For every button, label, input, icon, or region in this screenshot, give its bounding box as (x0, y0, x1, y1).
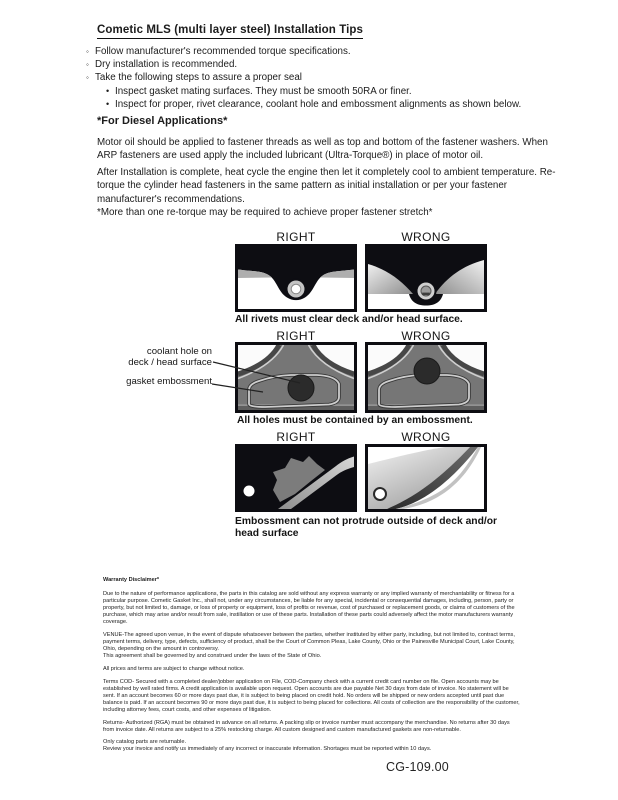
legal-paragraph: This agreement shall be governed by and construed under the laws of the State of Ohio. (103, 653, 322, 660)
diesel-paragraph: Motor oil should be applied to fastener threads as well as top and bottom of the fastener washers. When ARP fasteners are used apply the included lubricant (Ultra-Torque®) in place of motor oil. (97, 137, 548, 162)
row3-caption: Embossment can not protrude outside of deck and/or head surface (235, 516, 498, 539)
legal-paragraph: Terms COD- Secured with a completed dealer/jobber application on File, COD-Company check with a current credit card number on file. Open accounts may be established by well rated firms. A credit application is available upon request. Open accounts are due payable Net 30 days from date of invoice. No statement will be sent. If an account becomes 60 or more days past due, it is subject to being placed on credit hold. No orders will be shipped or new orders accepted until past due balance is paid. If an account becomes 90 or more days past due, it is subject to being placed for collections. All costs of collection are the responsibility of the customer, including attorney fees, court costs, and other expenses of litigation. (103, 678, 520, 713)
sub-bullet-marker-icon: • (106, 98, 110, 109)
rivet-wrong-diagram (365, 244, 487, 312)
row1-right-label: RIGHT (276, 230, 316, 244)
bullet-item (86, 58, 591, 71)
sub-bullet-item (86, 98, 591, 111)
diesel-section-heading: *For Diesel Applications* (97, 115, 228, 127)
bullet-marker-icon: ◦ (86, 47, 89, 56)
protrude-wrong-diagram (365, 444, 487, 512)
row2-right-label: RIGHT (276, 329, 316, 343)
row3-right-label: RIGHT (276, 430, 316, 444)
row3-wrong-label: WRONG (401, 430, 451, 444)
gasket-embossment-label: gasket embossment (126, 376, 212, 387)
diesel-paragraph: After Installation is complete, heat cycle the engine then let it completely cool to ambient temperature. Re-torque the cylinder head fasteners in the same pattern as initial installation or per your fastener manufacturer's recommendations. (97, 167, 556, 205)
diagram-protrude-right (235, 444, 357, 512)
warranty-heading: Warranty Disclaimer* (103, 577, 160, 583)
bullet-marker-icon: ◦ (86, 73, 89, 83)
sub-bullet-text: Inspect gasket mating surfaces. They must be smooth 50RA or finer. (115, 85, 412, 97)
holes-right-diagram (235, 342, 357, 413)
bullet-marker-icon: ◦ (86, 60, 89, 70)
legal-paragraph: Only catalog parts are returnable. (103, 739, 187, 746)
legal-paragraph: All prices and terms are subject to change without notice. (103, 665, 245, 672)
diagram-protrude-wrong (365, 444, 487, 512)
legal-paragraph: Review your invoice and notify us immediately of any incorrect or inaccurate information. Shortages must be reported within 10 days. (103, 746, 432, 753)
bullet-text: Take the following steps to assure a proper seal (95, 72, 302, 84)
bullet-item (86, 71, 591, 84)
diagram-rivets-wrong (365, 244, 487, 312)
retorque-note: *More than one re-torque may be required to achieve proper fastener stretch* (97, 207, 433, 218)
sub-bullet-text: Inspect for proper, rivet clearance, coolant hole and embossment alignments as shown below. (115, 98, 522, 110)
coolant-hole (288, 375, 314, 401)
row1-caption: All rivets must clear deck and/or head surface. (235, 314, 463, 325)
diagram-holes-wrong (365, 342, 487, 413)
row1-wrong-label: WRONG (401, 230, 451, 244)
rivet-center (291, 284, 301, 294)
legal-paragraph: Returns- Authorized (RGA) must be obtained in advance on all returns. A packing slip or invoice number must accompany the merchandise. No returns after 30 days from invoice date. All returns are subject to a 25% restocking charge. All custom designed and custom manufactured gaskets are non-returnable. (103, 719, 510, 733)
coolant-hole (414, 358, 440, 384)
page-title: Cometic MLS (multi layer steel) Installation Tips (97, 24, 363, 39)
bolt-hole (244, 486, 255, 497)
legal-paragraph: Due to the nature of performance applications, the parts in this catalog are sold without any express warranty or any implied warranty of merchantability or fitness for a particular purpose. Cometic Gasket Inc., shall not, under any circumstances, be liable for any special, incidental or consequential damages, including, person, party or property, but not limited to, damage, or loss of property or equipment, loss of profits or revenue, cost of purchased or replacement goods, or claims of customers of the purchase, which may arise and/or result from sale, instillation or use of these parts. Installation of these parts could adversely affect the motor manufacturers warranty coverage. (103, 591, 515, 626)
bolt-hole (374, 488, 386, 500)
bullet-text: Dry installation is recommended. (95, 59, 238, 71)
legal-paragraph: VENUE-The agreed upon venue, in the event of dispute whatsoever between the parties, whether instituted by either party, including, but not limited to, contract terms, payment terms, delivery, type, defects, sufficiency of product, shall be the Court of Common Pleas, Lake County, Ohio or the Painesville Municipal Court, Lake County, Ohio, depending on the amount in controversy. (103, 632, 515, 653)
rivet-slot (422, 293, 430, 295)
row2-wrong-label: WRONG (401, 329, 451, 343)
bullet-list (86, 45, 591, 111)
rivet-right-diagram (235, 244, 357, 312)
diagram-rivets-right (235, 244, 357, 312)
diagram-holes-right (235, 342, 357, 413)
holes-wrong-diagram (365, 342, 487, 413)
bullet-text: Follow manufacturer's recommended torque specifications. (95, 46, 351, 57)
page-number: CG-109.00 (386, 760, 449, 774)
sub-bullet-item (86, 85, 591, 98)
row2-caption: All holes must be contained by an embossment. (237, 415, 473, 426)
coolant-hole-label: coolant hole on deck / head surface (128, 346, 212, 368)
bullet-item (86, 45, 591, 58)
protrude-right-diagram (235, 444, 357, 512)
sub-bullet-marker-icon: • (106, 85, 110, 96)
warranty-disclaimer (103, 577, 522, 759)
